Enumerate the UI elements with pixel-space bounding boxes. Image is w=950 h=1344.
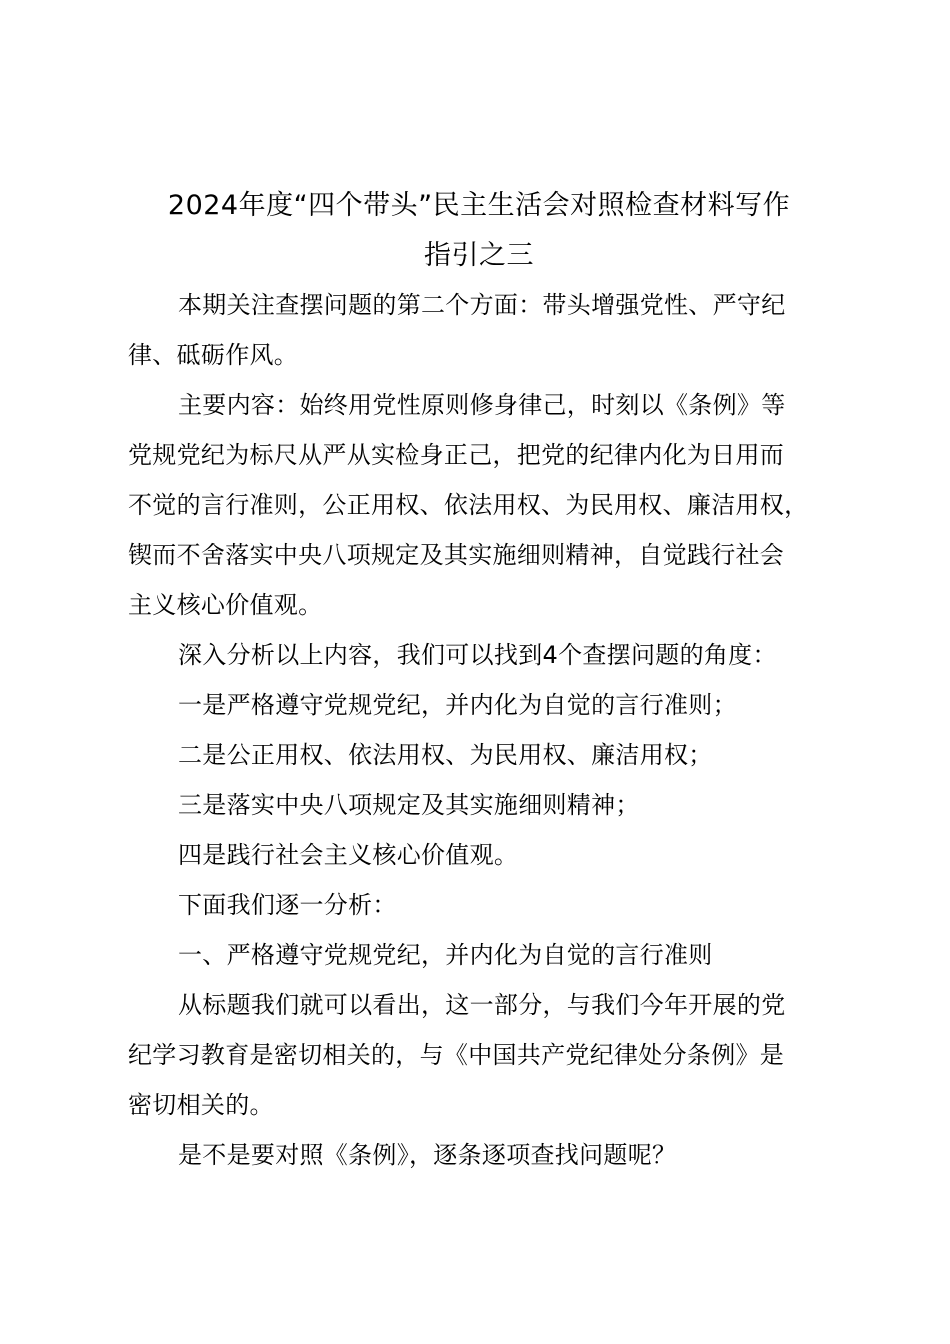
list-item: 四是践行社会主义核心价值观。 [178, 841, 519, 869]
paragraph-line: 主要内容：始终用党性原则修身律己，时刻以《条例》等 [178, 391, 786, 419]
section-heading: 一、严格遵守党规党纪，并内化为自觉的言行准则 [178, 941, 713, 969]
list-item: 一是严格遵守党规党纪，并内化为自觉的言行准则； [178, 691, 737, 719]
paragraph-line: 不觉的言行准则，公正用权、依法用权、为民用权、廉洁用权， [128, 491, 809, 519]
document-title-line-2: 指引之三 [424, 240, 534, 271]
paragraph-line: 是不是要对照《条例》，逐条逐项查找问题呢？ [178, 1141, 677, 1169]
paragraph-line: 律、砥砺作风。 [128, 341, 299, 369]
paragraph-line: 锲而不舍落实中央八项规定及其实施细则精神，自觉践行社会 [128, 541, 785, 569]
paragraph-line: 党规党纪为标尺从严从实检身正己，把党的纪律内化为日用而 [128, 441, 785, 469]
paragraph-line: 深入分析以上内容，我们可以找到4个查摆问题的角度： [178, 641, 777, 669]
paragraph-line: 纪学习教育是密切相关的，与《中国共产党纪律处分条例》是 [128, 1041, 785, 1069]
list-item: 三是落实中央八项规定及其实施细则精神； [178, 791, 640, 819]
paragraph-line: 下面我们逐一分析： [178, 891, 397, 919]
document-title-line-1: 2024年度“四个带头”民主生活会对照检查材料写作 [167, 190, 791, 221]
list-item: 二是公正用权、依法用权、为民用权、廉洁用权； [178, 741, 713, 769]
paragraph-line: 主义核心价值观。 [128, 591, 323, 619]
paragraph-line: 密切相关的。 [128, 1091, 274, 1119]
paragraph-line: 从标题我们就可以看出，这一部分，与我们今年开展的党 [178, 991, 786, 1019]
paragraph-line: 本期关注查摆问题的第二个方面：带头增强党性、严守纪 [178, 291, 786, 319]
